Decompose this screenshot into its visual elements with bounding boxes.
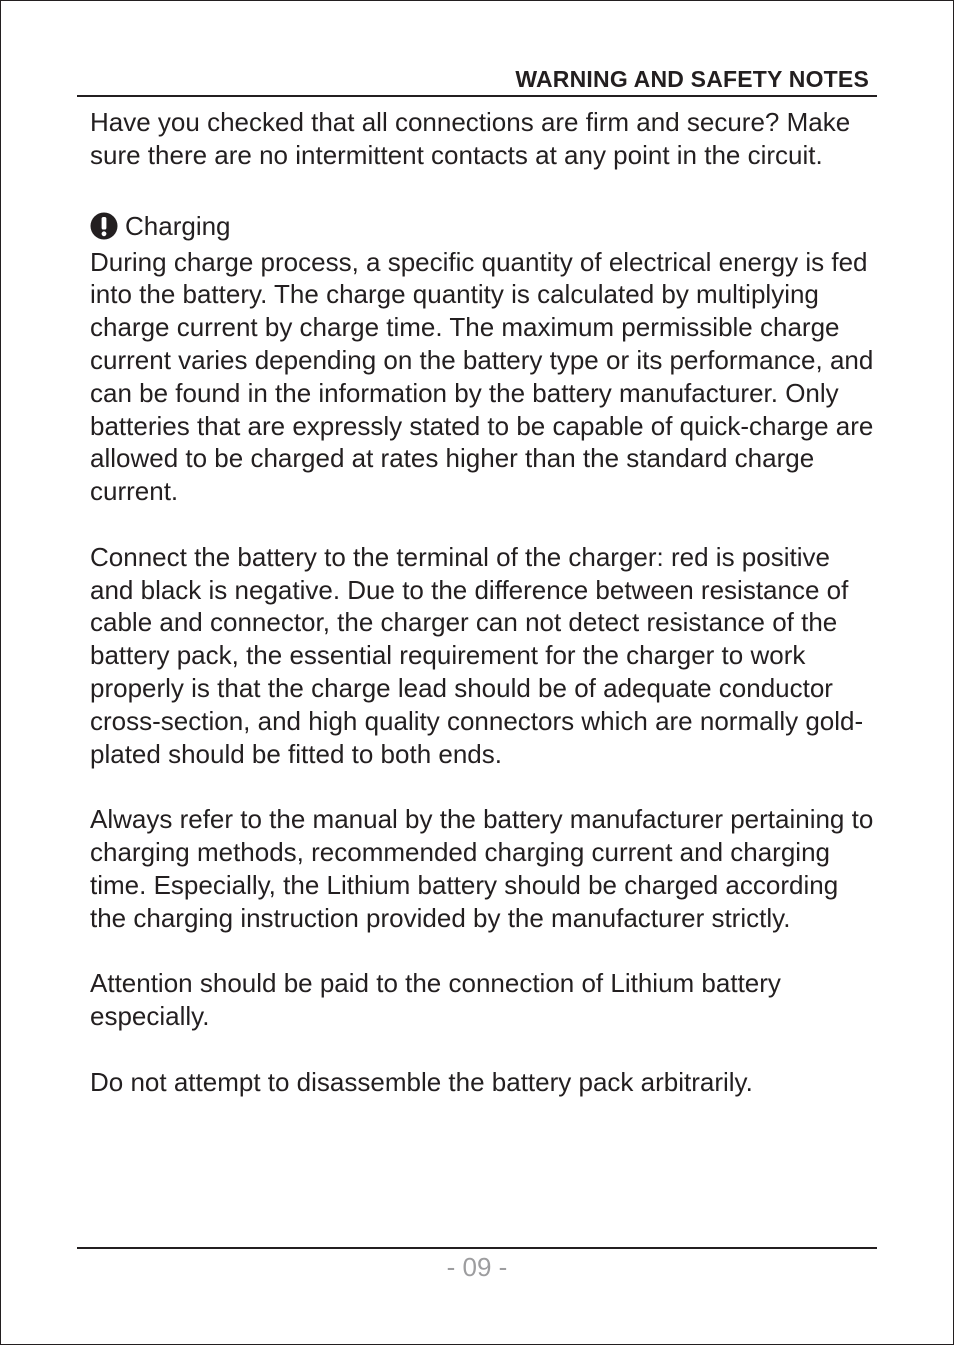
charging-paragraph-quantity: During charge process, a specific quantity of electrical energy is fed into the battery. The charge quantity is calculated by multiplying charge current by charge time. The maximum permissible charge current varies depending on the battery type or its performance, and can be found in the information by the battery manufacturer. Only batteries that are expressly stated to be capable of quick-charge are allowed to be charged at rates higher than the standard charge current. — [90, 246, 874, 507]
footer-divider — [77, 1247, 877, 1249]
charging-paragraph-lithium-attention: Attention should be paid to the connection of Lithium battery especially. — [90, 968, 781, 1031]
page-header-title: WARNING AND SAFETY NOTES — [515, 66, 869, 92]
charging-paragraph-manual: Always refer to the manual by the battery manufacturer pertaining to charging methods, recommended charging current and charging time. Especially, the Lithium battery should be charged according the charging instruction provided by the manufacturer strictly. — [90, 804, 874, 933]
exclamation-icon — [90, 212, 118, 240]
header-divider — [77, 95, 877, 97]
charging-paragraph-connection: Connect the battery to the terminal of the charger: red is positive and black is negative. Due to the difference between resistance of cable and connector, the charger can not detect resistance of the battery pack, the essential requirement for the charger to work properly is that the charge lead should be of adequate conductor cross-section, and high quality connectors which are normally gold-plated should be fitted to both ends. — [90, 541, 864, 769]
page-number: - 09 - — [446, 1252, 508, 1282]
intro-paragraph: Have you checked that all connections are firm and secure? Make sure there are no intermittent contacts at any point in the circuit. — [90, 107, 851, 170]
page-content — [90, 106, 880, 1098]
charging-heading-label: Charging — [125, 210, 231, 241]
charging-paragraph-disassemble: Do not attempt to disassemble the battery pack arbitrarily. — [90, 1066, 753, 1097]
charging-section-heading — [90, 210, 880, 243]
